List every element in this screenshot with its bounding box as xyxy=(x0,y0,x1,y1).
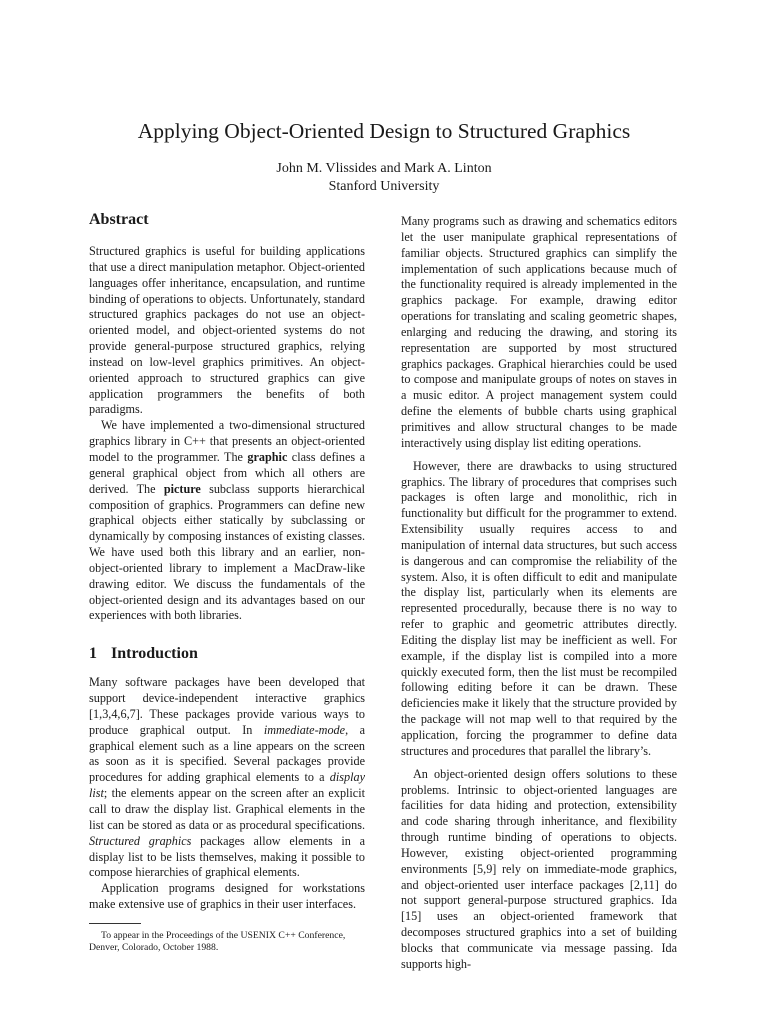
footnote-rule xyxy=(89,923,141,924)
abstract-paragraph-2: We have implemented a two-dimensional structured graphics library in C++ that presents an object-oriented model to the programmer. The graphic class defines a general graphical object from which all others are derived. The picture subclass supports hierarchical composition of graphics. Programmers can define new graphical objects either statically by subclassing or dynamically by composing instances of existing classes. We have used both this library and an earlier, non-object-oriented library to implement a MacDraw-like drawing editor. We discuss the fundamentals of the object-oriented design and its advantages based on our experiences with both libraries. xyxy=(89,418,365,623)
abstract-heading: Abstract xyxy=(89,211,149,228)
structured-graphics-term: Structured graphics xyxy=(89,833,192,848)
right-column xyxy=(401,214,677,973)
affiliation: Stanford University xyxy=(328,179,440,194)
display-list-term: display list xyxy=(89,770,365,801)
paper-title: Applying Object-Oriented Design to Structured Graphics xyxy=(137,119,631,143)
right-paragraph-3: An object-oriented design offers solutions to these problems. Intrinsic to object-oriented languages are facilities for data hiding and protection, extensibility and code sharing through inheritance, and flexibility through runtime binding of operations to objects. However, existing object-oriented programming environments [5,9] rely on immediate-mode graphics, and object-oriented user interface packages [2,11] do not support general-purpose structured graphics. Ida [15] uses an object-oriented framework that decomposes structured graphics into a set of building blocks that communicate via message passing. Ida supports high- xyxy=(401,766,677,971)
immediate-mode-term: immediate-mode xyxy=(263,722,346,737)
intro-paragraph-1: Many software packages have been developed that support device-independent interactive graphics [1,3,4,6,7]. These packages provide various ways to produce graphical output. In immediate-mode, a graphical element such as a line appears on the screen as soon as it is specified. Several packages provide procedures for adding graphical elements to a display list; the elements appear on the screen after an explicit call to draw the display list. Graphical elements in the list can be stored as data or as procedural specifications. Structured graphics packages allow elements in a display list to be lists themselves, making it possible to compose hierarchies of graphical elements. xyxy=(89,675,365,880)
graphic-class-term: graphic xyxy=(247,449,288,464)
intro-paragraph-2: Application programs designed for workstations make extensive use of graphics in their user interfaces. xyxy=(89,881,365,912)
authors: John M. Vlissides and Mark A. Linton xyxy=(276,161,492,176)
picture-class-term: picture xyxy=(163,481,201,496)
footnote: To appear in the Proceedings of the USENIX C++ Conference, Denver, Colorado, October 1988. xyxy=(89,929,346,954)
left-column xyxy=(89,210,365,955)
right-paragraph-1: Many programs such as drawing and schematics editors let the user manipulate graphical representations of familiar objects. Structured graphics can simplify the implementation of such applications because much of the functionality required is already implemented in the graphics package. For example, drawing editor operations for translating and scaling geometric shapes, enlarging and reducing the drawing, and storing its representation are supported by most structured graphics packages. Graphical hierarchies could be used to compose and manipulate groups of notes on staves in a music editor. A project management system could define the elements of bubble charts using graphical primitives and allow structural changes to be made interactively using display list editing operations. xyxy=(401,214,677,450)
abstract-paragraph-1: Structured graphics is useful for building applications that use a direct manipulation metaphor. Object-oriented languages offer inheritance, encapsulation, and runtime binding of operations to objects. Unfortunately, standard structured graphics packages do not use an object-oriented model, and object-oriented systems do not provide general-purpose structured graphics, relying instead on low-level graphics primitives. An object-oriented approach to structured graphics can give application programmers the benefits of both paradigms. xyxy=(89,244,365,417)
author-block xyxy=(0,160,768,196)
section-heading-introduction: 1 Introduction xyxy=(89,645,198,663)
right-paragraph-2: However, there are drawbacks to using structured graphics. The library of procedures that comprises such packages is often large and monolithic, rich in functionality but difficult for the programmer to extend. Extensibility usually requires access to and manipulation of internal data structures, but such access is dangerous and can compromise the reliability of the system. Also, it is often difficult to edit and manipulate the display list, particularly when its elements are represented procedurally, because there is no way to refer to graphic and geometric attributes directly. Editing the display list may be inefficient as well. For example, if the display list is compiled into a more quickly executed form, then the list must be recompiled following editing before it can be drawn. These deficiencies make it likely that the structure provided by the package will not map well to that required by the application, forcing the programmer to define data structures and procedures that parallel the library’s. xyxy=(401,458,677,758)
